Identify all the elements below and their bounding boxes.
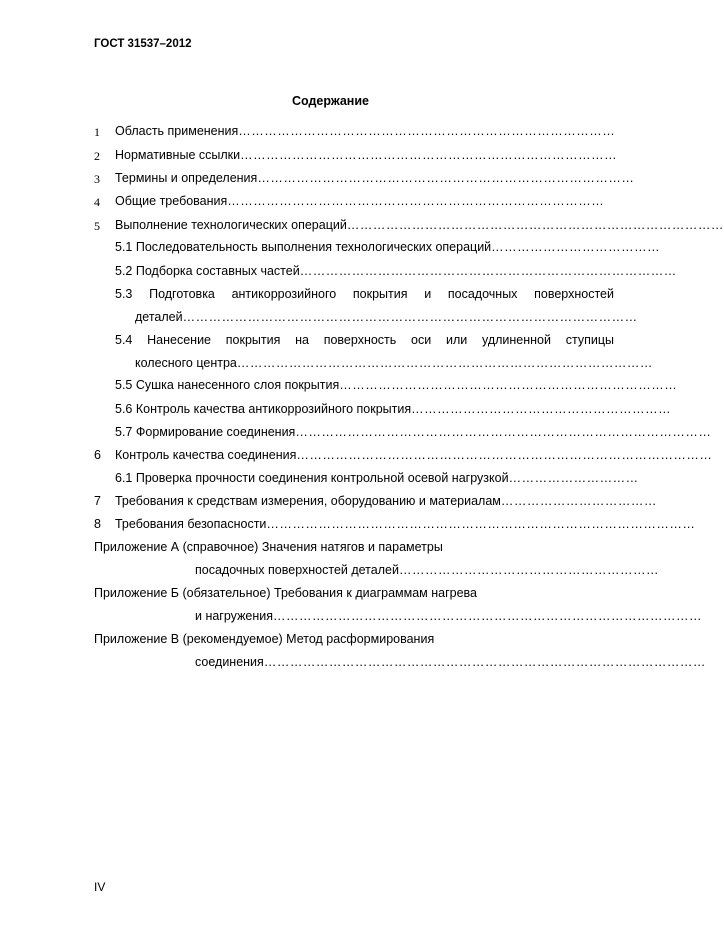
toc-entry-label: и нагружения [195, 609, 274, 623]
dot-leader: ……………………………… [500, 494, 657, 508]
toc-entry[interactable] [115, 448, 713, 462]
toc-number: 8 [94, 517, 101, 531]
toc-entry-label: Выполнение технологических операций [115, 218, 347, 232]
dot-leader: ……………………………………………………………………………………… [266, 517, 696, 531]
dot-leader: ……………………………………………………………………………………… [273, 609, 703, 623]
dot-leader: …………………………………………………………………………… [238, 124, 616, 138]
toc-entry-label: Требования к средствам измерения, оборудованию и материалам [115, 494, 501, 508]
toc-entry[interactable] [115, 124, 616, 138]
dot-leader: …………………………………………………………………… [339, 378, 678, 392]
dot-leader: …………………………………………………… [398, 563, 659, 577]
toc-entry-continuation[interactable] [135, 356, 653, 370]
toc-entry[interactable] [115, 148, 618, 162]
toc-entry[interactable] [115, 425, 712, 439]
appendix-b-continuation[interactable] [195, 609, 703, 623]
toc-entry-label: Последовательность выполнения технологических операций [135, 240, 492, 254]
dot-leader: …………………………………………………………………………………………… [182, 310, 638, 324]
toc-entry-continuation[interactable] [135, 310, 638, 324]
toc-entry-label: деталей [135, 310, 183, 324]
toc-entry-label: Подборка составных частей [135, 264, 300, 278]
toc-entry-label: Контроль качества антикоррозийного покрытия [135, 402, 412, 416]
toc-entry-label: Проверка прочности соединения контрольной осевой нагрузкой [135, 471, 509, 485]
dot-leader: ………………………… [508, 471, 639, 485]
toc-number: 5.7 [115, 425, 133, 439]
toc-number: 1 [94, 125, 100, 139]
toc-entry[interactable] [115, 218, 724, 232]
toc-number: 5.1 [115, 240, 133, 254]
dot-leader: …………………………………………………………………………… [299, 264, 677, 278]
appendix-a-title[interactable]: Приложение А (справочное) Значения натягов и параметры [94, 540, 443, 554]
toc-number: 5.4 [115, 333, 133, 347]
appendix-b-title[interactable]: Приложение Б (обязательное) Требования к диаграммам нагрева [94, 586, 478, 600]
page-number: IV [94, 880, 106, 894]
toc-entry-label: колесного центра [135, 356, 237, 370]
toc-entry-label: Общие требования [115, 194, 228, 208]
toc-number: 5.3 [115, 287, 133, 301]
dot-leader: …………………………………………………………………………… [257, 171, 635, 185]
toc-entry[interactable] [115, 378, 678, 392]
toc-entry-label: Формирование соединения [135, 425, 296, 439]
toc-entry[interactable] [115, 333, 614, 347]
appendix-c-continuation[interactable] [195, 655, 706, 669]
dot-leader: …………………………………………………………………………………… [236, 356, 653, 370]
toc-number: 5 [94, 219, 100, 233]
appendix-a-continuation[interactable] [195, 563, 659, 577]
toc-number: 5.5 [115, 378, 133, 392]
toc-entry-label: Контроль качества соединения [115, 448, 297, 462]
appendix-c-title[interactable]: Приложение В (рекомендуемое) Метод расформирования [94, 632, 435, 646]
toc-entry[interactable] [115, 494, 657, 508]
toc-entry[interactable] [115, 287, 614, 301]
toc-entry[interactable] [115, 517, 696, 531]
document-code: ГОСТ 31537–2012 [94, 38, 192, 50]
dot-leader: …………………………………………………………………………………… [295, 425, 712, 439]
dot-leader: ………………………………………………………………………………………… [263, 655, 706, 669]
toc-entry-label: Область применения [115, 124, 239, 138]
dot-leader: …………………………………………………… [411, 402, 672, 416]
toc-entry[interactable] [115, 194, 605, 208]
dot-leader: …………………………………………………………………………… [346, 218, 724, 232]
toc-entry[interactable] [115, 402, 672, 416]
toc-number: 7 [94, 494, 101, 508]
toc-number: 5.2 [115, 264, 133, 278]
toc-entry-label: Термины и определения [115, 171, 258, 185]
toc-number: 5.6 [115, 402, 133, 416]
toc-number: 6 [94, 448, 101, 462]
toc-entry-label: Подготовка антикоррозийного покрытия и посадочных поверхностей [149, 287, 614, 301]
dot-leader: …………………………………………………………………………… [240, 148, 618, 162]
toc-entry-label: Нанесение покрытия на поверхность оси или удлиненной ступицы [147, 333, 614, 347]
toc-number: 3 [94, 172, 100, 186]
toc-entry[interactable] [115, 471, 639, 485]
toc-entry-label: Сушка нанесенного слоя покрытия [135, 378, 340, 392]
dot-leader: …………………………………………………………………………… [227, 194, 605, 208]
dot-leader: ………………………………… [491, 240, 661, 254]
dot-leader: …………………………………………………………………………………… [296, 448, 713, 462]
toc-number: 6.1 [115, 471, 133, 485]
toc-entry-label: Требования безопасности [115, 517, 267, 531]
toc-number: 2 [94, 149, 100, 163]
toc-entry-label: Нормативные ссылки [115, 148, 241, 162]
toc-entry-label: соединения [195, 655, 264, 669]
page-title: Содержание [291, 94, 369, 108]
toc-number: 4 [94, 195, 100, 209]
toc-entry[interactable] [115, 264, 677, 278]
toc-entry[interactable] [115, 240, 661, 254]
toc-entry[interactable] [115, 171, 635, 185]
toc-entry-label: посадочных поверхностей деталей [195, 563, 399, 577]
